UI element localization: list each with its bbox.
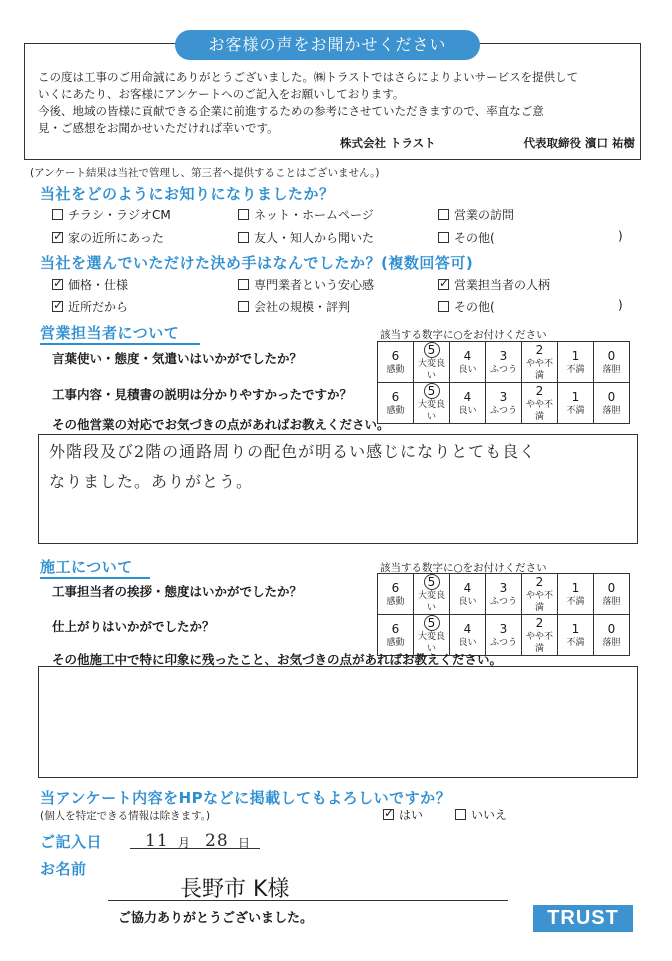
rating-cell[interactable]: 1 不満 [558, 383, 594, 424]
company-name: 株式会社 トラスト [340, 136, 436, 150]
publish-yes-option[interactable]: ✓ はい [383, 806, 423, 823]
checkbox-icon [238, 279, 249, 290]
rating-cell-selected[interactable]: 5 大変良い [414, 574, 450, 615]
comment-line: なりました。ありがとう。 [49, 472, 254, 491]
name-underline [108, 900, 508, 901]
rating-cell[interactable]: 6 感動 [378, 615, 414, 656]
signature-line [340, 135, 635, 151]
circle-mark: 5 [424, 574, 440, 590]
q1-option[interactable]: 営業の訪問 [438, 206, 514, 223]
customer-name[interactable]: 長野市 K様 [180, 877, 290, 902]
checkbox-icon [438, 209, 449, 220]
q2-option[interactable]: 専門業者という安心感 [238, 276, 374, 293]
question-finish: 仕上がりはいかがでしたか？ [52, 619, 215, 634]
rating-row [378, 574, 630, 615]
sales-other-prompt: その他営業の対応でお気づきの点があればお教えください。 [52, 417, 390, 432]
checkbox-icon [238, 232, 249, 243]
q1-option[interactable]: ネット・ホームページ [238, 206, 374, 223]
rating-cell[interactable]: 0 落胆 [594, 383, 630, 424]
sales-heading: 営業担当者について [40, 322, 200, 345]
publish-note: (個人を特定できる情報は除きます。) [40, 810, 211, 822]
checkbox-icon [52, 209, 63, 220]
rating-cell[interactable]: 4 良い [450, 342, 486, 383]
date-month[interactable]: 11 [145, 831, 169, 851]
rating-row [378, 383, 630, 424]
trust-logo: TRUST [533, 905, 633, 932]
q1-heading: 当社をどのようにお知りになりましたか？ [40, 185, 335, 203]
intro-line: この度は工事のご用命誠にありがとうございました。㈱トラストではさらによりよいサービスを提供して [38, 70, 579, 84]
comment-line: 外階段及び2階の通路周りの配色が明るい感じになりとても良く [49, 442, 537, 461]
construction-heading: 施工について [40, 556, 150, 579]
publish-heading: 当アンケート内容をHPなどに掲載してもよろしいですか？ [40, 789, 452, 807]
rating-cell[interactable]: 3 ふつう [486, 342, 522, 383]
question-greeting: 工事担当者の挨拶・態度はいかがでしたか？ [52, 584, 303, 599]
question-explain: 工事内容・見積書の説明は分かりやすかったですか？ [52, 387, 353, 402]
rating-cell[interactable]: 0 落胆 [594, 574, 630, 615]
q1-option[interactable]: ✓ 家の近所にあった [52, 229, 164, 246]
rating-cell[interactable]: 2 やや不満 [522, 615, 558, 656]
rating-cell[interactable]: 3 ふつう [486, 383, 522, 424]
thanks-text: ご協力ありがとうございました。 [118, 911, 314, 926]
rating-cell[interactable]: 6 感動 [378, 342, 414, 383]
rating-table-construction [377, 573, 630, 656]
checkbox-icon [438, 301, 449, 312]
rating-cell-selected[interactable]: 5 大変良い [414, 383, 450, 424]
intro-line: 見・ご感想をお聞かせいただければ幸いです。 [38, 121, 279, 135]
q1-option[interactable]: 友人・知人から聞いた [238, 229, 374, 246]
q2-option[interactable]: その他( [438, 298, 495, 315]
rating-cell[interactable]: 0 落胆 [594, 615, 630, 656]
name-label: お名前 [40, 860, 87, 878]
checkbox-checked-icon [52, 279, 63, 290]
checkbox-icon [238, 209, 249, 220]
rating-cell[interactable]: 1 不満 [558, 615, 594, 656]
publish-no-option[interactable]: いいえ [455, 806, 507, 823]
q2-option[interactable]: ✓ 営業担当者の人柄 [438, 276, 550, 293]
q2-option[interactable]: ✓ 近所だから [52, 298, 128, 315]
date-label: ご記入日 [40, 833, 103, 851]
day-unit: 日 [238, 836, 251, 850]
rating-cell[interactable]: 1 不満 [558, 574, 594, 615]
circle-mark: 5 [424, 383, 440, 399]
q2-heading: 当社を選んでいただけた決め手はなんでしたか？(複数回答可) [40, 254, 474, 272]
checkbox-checked-icon [383, 809, 394, 820]
checkbox-icon [438, 232, 449, 243]
representative-name: 代表取締役 濱口 祐樹 [523, 136, 635, 150]
rating-cell[interactable]: 6 感動 [378, 383, 414, 424]
rating-cell[interactable]: 4 良い [450, 574, 486, 615]
close-paren: ) [618, 229, 623, 243]
rating-cell[interactable]: 2 やや不満 [522, 383, 558, 424]
checkbox-checked-icon [52, 232, 63, 243]
rating-cell[interactable]: 0 落胆 [594, 342, 630, 383]
rating-cell[interactable]: 4 良い [450, 383, 486, 424]
rating-cell[interactable]: 4 良い [450, 615, 486, 656]
construction-comment-box[interactable] [38, 666, 638, 778]
rating-cell[interactable]: 6 感動 [378, 574, 414, 615]
rating-cell[interactable]: 3 ふつう [486, 615, 522, 656]
q2-option[interactable]: ✓ 価格・仕様 [52, 276, 128, 293]
circle-mark: 5 [424, 342, 440, 358]
checkbox-checked-icon [438, 279, 449, 290]
page-title: お客様の声をお聞かせください [175, 30, 480, 60]
rating-cell[interactable]: 3 ふつう [486, 574, 522, 615]
rating-cell-selected[interactable]: 5 大変良い [414, 342, 450, 383]
date-day[interactable]: 28 [205, 831, 229, 851]
rating-table-sales [377, 341, 630, 424]
scale-instruction: 該当する数字に○をお付けください [380, 329, 547, 341]
q2-option[interactable]: 会社の規模・評判 [238, 298, 350, 315]
checkbox-icon [238, 301, 249, 312]
rating-cell[interactable]: 2 やや不満 [522, 574, 558, 615]
rating-cell-selected[interactable]: 5 大変良い [414, 615, 450, 656]
question-manner: 言葉使い・態度・気遣いはいかがでしたか？ [52, 351, 303, 366]
scale-instruction: 該当する数字に○をお付けください [380, 562, 547, 574]
rating-cell[interactable]: 1 不満 [558, 342, 594, 383]
construction-other-prompt: その他施工中で特に印象に残ったこと、お気づきの点があればお教えください。 [52, 652, 503, 667]
circle-mark: 5 [424, 615, 440, 631]
intro-text [38, 69, 634, 137]
sales-comment-box[interactable] [38, 434, 638, 544]
checkbox-icon [455, 809, 466, 820]
q1-option[interactable]: その他( [438, 229, 495, 246]
rating-cell[interactable]: 2 やや不満 [522, 342, 558, 383]
sales-comment [39, 435, 637, 499]
q1-option[interactable]: チラシ・ラジオCM [52, 206, 171, 223]
rating-row [378, 342, 630, 383]
close-paren: ) [618, 298, 623, 312]
intro-line: 今後、地域の皆様に貢献できる企業に前進するための参考にさせていただきますので、率直なご意 [38, 104, 544, 118]
intro-line: いくにあたり、お客様にアンケートへのご記入をお願いしております。 [38, 87, 405, 101]
privacy-note: (アンケート結果は当社で管理し、第三者へ提供することはございません。) [30, 167, 380, 179]
month-unit: 月 [178, 836, 191, 850]
checkbox-checked-icon [52, 301, 63, 312]
